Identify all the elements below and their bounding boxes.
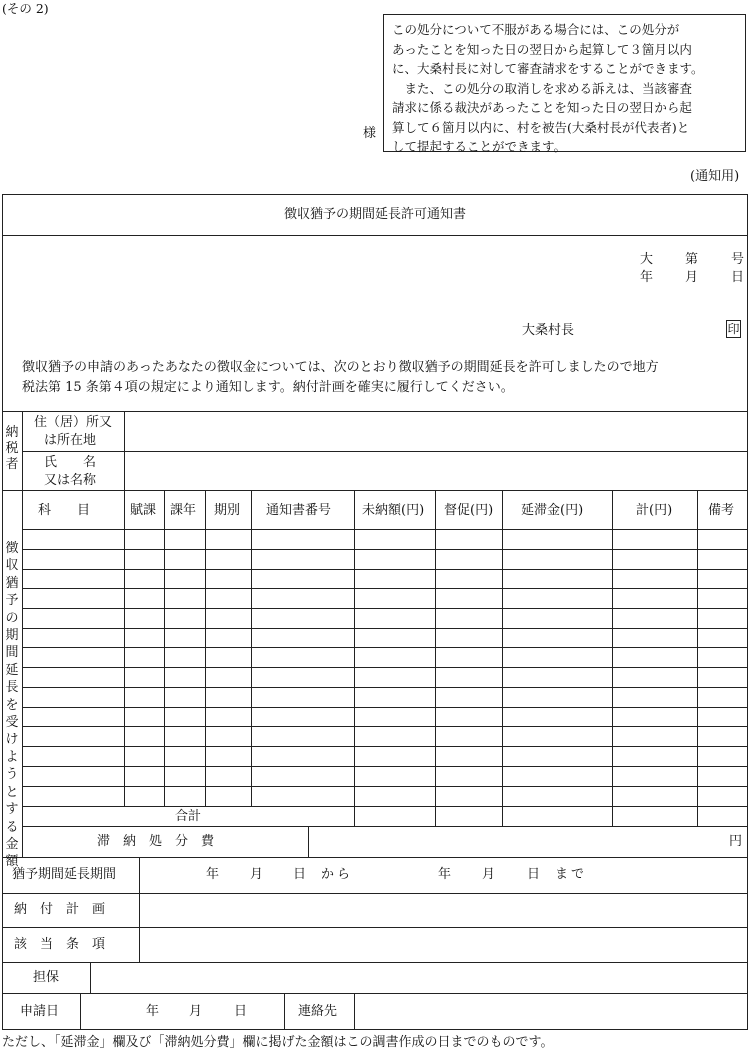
contact-label: 連絡先 xyxy=(298,1004,338,1019)
body-text-line-2: 税法第 15 条第４項の規定により通知します。納付計画を確実に履行してください。 xyxy=(22,380,514,395)
rule xyxy=(124,490,125,806)
issuer-name: 大桑村長 xyxy=(522,323,575,338)
deferral-period-label: 猶予期間延長期間 xyxy=(12,867,117,882)
rule xyxy=(22,529,748,530)
rule xyxy=(502,490,503,826)
header-kei: 計(円) xyxy=(636,503,673,518)
period-from-month: 月 xyxy=(250,867,264,882)
header-biko: 備考 xyxy=(708,503,735,518)
rule xyxy=(124,411,125,491)
name-label-line-1: 氏 名 xyxy=(44,455,97,470)
sheet-number: (その 2) xyxy=(2,1,49,16)
period-from-year: 年 xyxy=(206,867,220,882)
issue-date-year: 年 xyxy=(640,270,654,285)
rule xyxy=(22,647,748,648)
period-from-label: から xyxy=(321,867,354,882)
notice-line: 請求に係る裁決があったことを知った日の翌日から起 xyxy=(392,100,692,115)
doc-number-go: 号 xyxy=(731,252,745,267)
period-to-day: 日 xyxy=(527,867,541,882)
rule xyxy=(22,826,748,827)
deferred-amount-label: 徴 収 猶 予 の 期 間 延 長 を 受 け よ う と す る 金 額 xyxy=(5,541,19,870)
period-to-label: まで xyxy=(555,867,588,882)
rule xyxy=(205,490,206,806)
notice-line: に、大桑村長に対して審査請求をすることができます。 xyxy=(392,61,704,76)
rule xyxy=(22,806,748,807)
applicable-clause-label: 該 当 条 項 xyxy=(14,937,106,952)
rule xyxy=(354,993,355,1030)
application-date-month: 月 xyxy=(189,1004,203,1019)
address-label-line-1: 住（居）所又 xyxy=(34,415,113,430)
rule xyxy=(435,490,436,826)
rule xyxy=(2,411,748,412)
rule xyxy=(2,490,748,491)
delinquency-cost-label: 滞 納 処 分 費 xyxy=(97,834,215,849)
appeal-notice-box xyxy=(383,14,746,152)
rule xyxy=(22,687,748,688)
rule xyxy=(22,411,23,857)
notice-line: 算して６箇月以内に、村を被告(大桑村長が代表者)と xyxy=(392,119,690,135)
payment-plan-label: 納 付 計 画 xyxy=(14,902,106,917)
header-fuka: 賦課 xyxy=(130,503,157,518)
header-kibetsu: 期別 xyxy=(214,503,241,518)
notice-line: また、この処分の取消しを求める訴えは、当該審査 xyxy=(392,80,693,96)
rule xyxy=(90,962,91,993)
rule xyxy=(251,490,252,806)
rule xyxy=(22,707,748,708)
application-date-label: 申請日 xyxy=(20,1004,60,1019)
header-tsuchisho-no: 通知書番号 xyxy=(266,503,332,518)
issue-date-day: 日 xyxy=(731,270,745,285)
rule xyxy=(308,826,309,857)
rule xyxy=(2,993,748,994)
collateral-label: 担保 xyxy=(33,970,60,985)
rule xyxy=(22,786,748,787)
rule xyxy=(22,451,748,452)
application-date-year: 年 xyxy=(146,1004,160,1019)
form-title: 徴収猶予の期間延長許可通知書 xyxy=(283,207,466,222)
notice-line: して提起することができます。 xyxy=(392,139,567,154)
header-kanen: 課年 xyxy=(170,503,197,518)
notice-line: あったことを知った日の翌日から起算して３箇月以内 xyxy=(392,41,692,57)
notice-line: この処分について不服がある場合には、この処分が xyxy=(392,22,680,37)
rule xyxy=(22,569,748,570)
rule xyxy=(80,993,81,1030)
rule xyxy=(2,235,748,236)
period-from-day: 日 xyxy=(293,867,307,882)
rule xyxy=(22,588,748,589)
header-entaikin: 延滞金(円) xyxy=(521,503,584,518)
taxpayer-group-label: 納 税 者 xyxy=(5,425,19,472)
rule xyxy=(354,490,355,826)
rule xyxy=(284,993,285,1030)
delinquency-cost-unit: 円 xyxy=(729,834,743,849)
name-label-line-2: 又は名称 xyxy=(44,473,97,488)
rule xyxy=(139,857,140,962)
addressee-honorific: 様 xyxy=(363,126,377,141)
copy-type-label: (通知用) xyxy=(690,169,740,184)
issue-date-month: 月 xyxy=(685,270,699,285)
header-minou: 未納額(円) xyxy=(362,503,425,518)
rule xyxy=(22,746,748,747)
official-seal: 印 xyxy=(727,322,740,336)
rule xyxy=(2,893,748,894)
rule xyxy=(22,549,748,550)
rule xyxy=(2,927,748,928)
doc-number-prefix: 大 xyxy=(640,252,654,267)
rule xyxy=(2,962,748,963)
rule xyxy=(2,857,748,858)
body-text-line-1: 徴収猶予の申請のあったあなたの徴収金については、次のとおり徴収猶予の期間延長を許可しましたので地方 xyxy=(22,360,659,375)
total-label: 合計 xyxy=(175,809,202,824)
rule xyxy=(22,628,748,629)
header-tokusoku: 督促(円) xyxy=(444,503,494,518)
rule xyxy=(22,667,748,668)
period-to-year: 年 xyxy=(438,867,452,882)
footer-note: ただし、「延滞金」欄及び「滞納処分費」欄に掲げた金額はこの調書作成の日までのものです。 xyxy=(2,1035,554,1050)
rule xyxy=(22,726,748,727)
application-date-day: 日 xyxy=(234,1004,248,1019)
rule xyxy=(164,490,165,806)
rule xyxy=(697,490,698,826)
rule xyxy=(612,490,613,826)
doc-number-dai: 第 xyxy=(685,252,699,267)
notice-form-frame xyxy=(2,194,748,1030)
period-to-month: 月 xyxy=(482,867,496,882)
header-kamoku: 科 目 xyxy=(38,503,91,518)
rule xyxy=(22,608,748,609)
rule xyxy=(22,766,748,767)
address-label-line-2: は所在地 xyxy=(44,433,97,448)
